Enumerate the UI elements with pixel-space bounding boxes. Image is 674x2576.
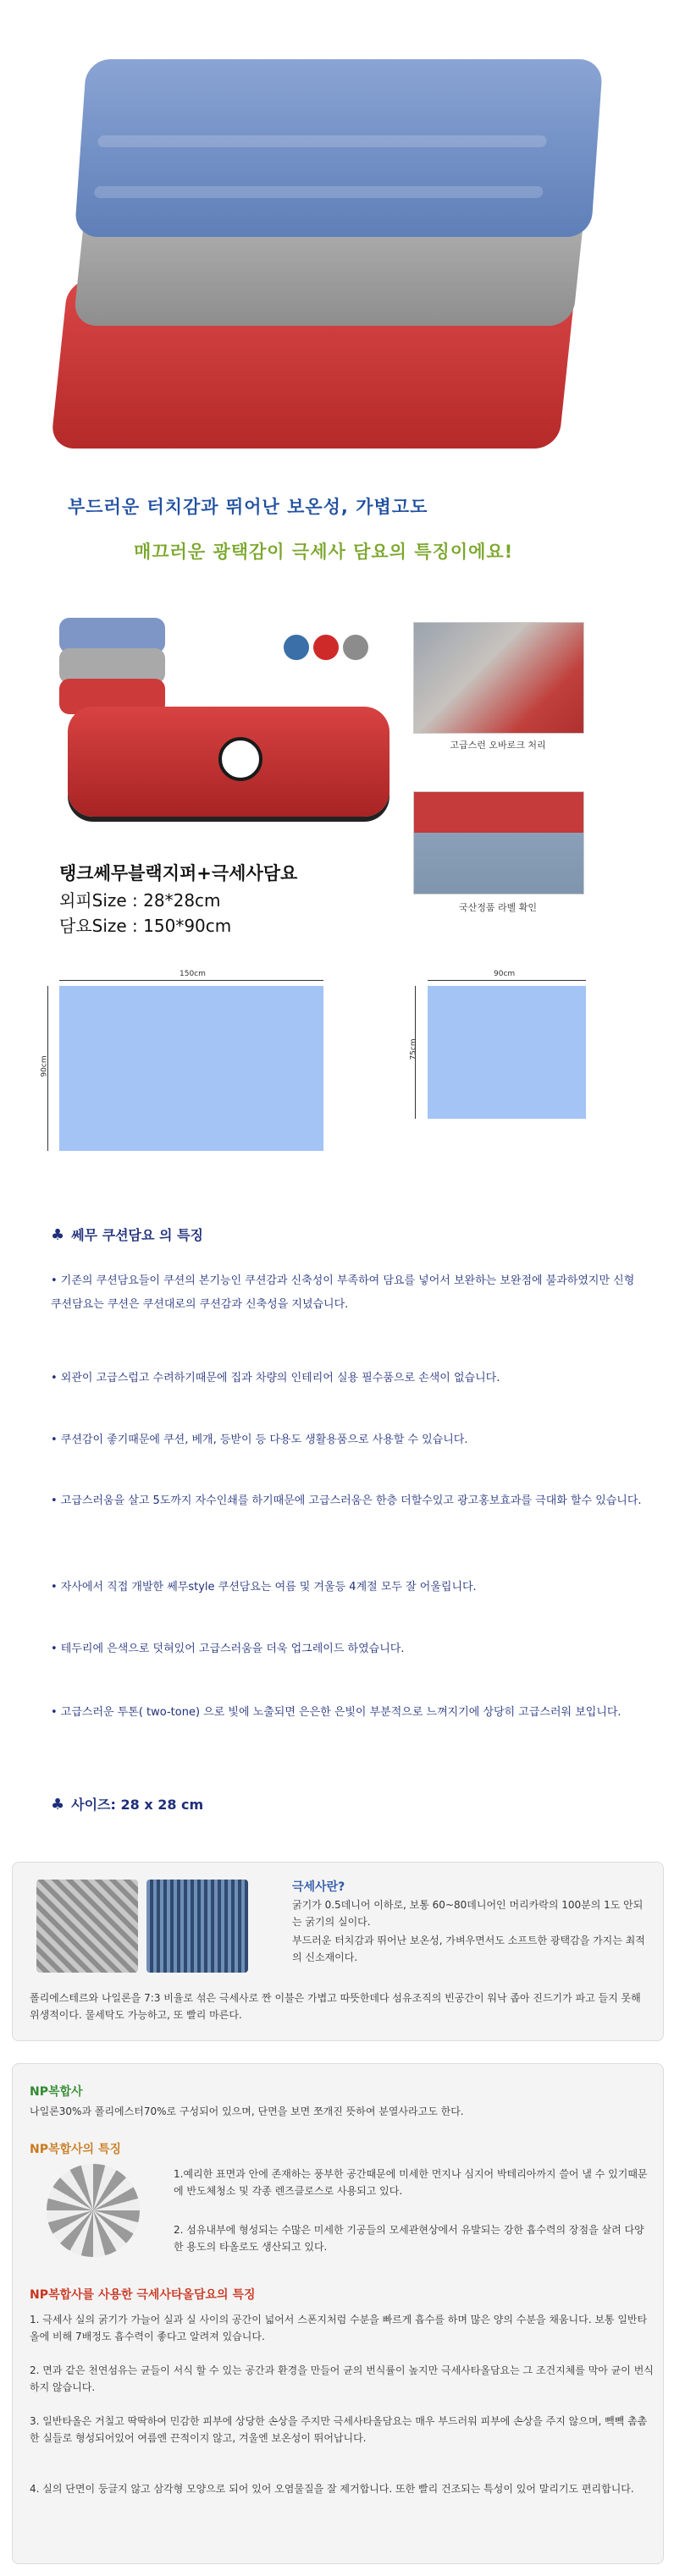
outer-size: 외피Size : 28*28cm (59, 890, 221, 911)
width-label: 150cm (180, 970, 206, 978)
feature-item: • 자사에서 직접 개발한 쎄무style 쿠션담요는 여름 및 겨울등 4계절 모두 잘 어울립니다. (51, 1581, 477, 1593)
np-feature-title: NP복합사의 특징 (30, 2143, 121, 2156)
np-towel-feature-4: 4. 실의 단면이 둥글지 않고 삼각형 모양으로 되어 있어 오염물질을 잘 제거합니다. 또한 빨리 건조되는 특성이 있어 말리기도 편리합니다. (30, 2483, 634, 2495)
cushion-image (68, 707, 389, 817)
features-heading (51, 1225, 203, 1244)
mini-towel-stack (59, 618, 169, 715)
np-feature-2: 2. 섬유내부에 형성되는 수많은 미세한 기공들의 모세관현상에서 유발되는 강한 흡수력의 장점을 살려 다양한 용도의 타올로도 생산되고 있다. (174, 2224, 644, 2253)
size-heading-text: 사이즈: 28 x 28 cm (71, 1797, 204, 1813)
np-cross-section-icon (47, 2164, 140, 2257)
fiber-swatch-gray (36, 1880, 138, 1973)
width-dimension-line (428, 980, 586, 981)
color-dot-gray (343, 635, 368, 660)
overlock-thumbnail (413, 622, 584, 734)
club-icon: ♣ (51, 1796, 65, 1814)
np-towel-title: NP복합사를 사용한 극세사타올담요의 특징 (30, 2288, 256, 2302)
np-desc: 나일론30%과 폴리에스터70%로 구성되어 있으며, 단면을 보면 쪼개진 뜻하여 분열사라고도 한다. (30, 2105, 464, 2117)
club-icon: ♣ (51, 1226, 65, 1244)
np-title: NP복합사 (30, 2085, 83, 2099)
microfiber-desc-1: 굵기가 0.5데니어 이하로, 보통 60~80데니어인 머리카락의 100분의 1도 안되는 굵기의 실이다. (292, 1899, 644, 1928)
np-towel-feature-3: 3. 일반타올은 거칠고 딱딱하여 민감한 피부에 상당한 손상을 주지만 극세사타올담요는 매우 부드러워 피부에 손상을 주지 않으며, 빽빽 촘촘한 실들로 형성되어있어 여름엔 끈적이지 않고, 겨울엔 보온성이 뛰어납니다. (30, 2415, 648, 2444)
tagline-1: 부드러운 터치감과 뛰어난 보온성, 가볍고도 (68, 497, 428, 517)
height-label: 75cm (409, 1038, 418, 1060)
thumbnail-caption: 국산정품 라벨 확인 (458, 902, 537, 913)
hero-image (0, 0, 674, 457)
blanket-size: 담요Size : 150*90cm (59, 916, 232, 936)
feature-item: • 쿠션감이 좋기때문에 쿠션, 베개, 등받이 등 다용도 생활용품으로 사용할 수 있습니다. (51, 1434, 468, 1446)
np-towel-feature-1: 1. 극세사 실의 굵기가 가늘어 실과 실 사이의 공간이 넓어서 스폰지처럼 수분을 빠르게 흡수를 하며 많은 양의 수분을 채움니다. 보통 일반타올에 비해 7배정도 흡수력이 좋다고 알려져 있습니다. (30, 2314, 648, 2342)
color-dot-red (313, 635, 339, 660)
feature-item: • 고급스러움을 살고 5도까지 자수인쇄를 하기때문에 고급스러움은 한층 더할수있고 광고홍보효과를 극대화 할수 있습니다. (51, 1494, 642, 1507)
feature-item: • 기존의 쿠션담요들이 쿠션의 본기능인 쿠션감과 신축성이 부족하여 담요를 넣어서 보완하는 보완점에 불과하였지만 신형쿠션담요는 쿠션은 쿠션대로의 쿠션감과 신축성을 지녔습니다. (51, 1274, 635, 1311)
width-dimension-line (59, 980, 323, 981)
towel-fold (94, 186, 544, 198)
size-heading (51, 1794, 203, 1814)
feature-item: • 외관이 고급스럽고 수려하기때문에 집과 차량의 인테리어 실용 필수품으로 손색이 없습니다. (51, 1372, 500, 1384)
thumbnail-caption: 고급스런 오바로크 처리 (450, 740, 546, 751)
microfiber-desc-3: 폴리에스테르와 나일론을 7:3 비율로 섞은 극세사로 짠 이불은 가볍고 따뜻한데다 섬유조직의 빈공간이 워낙 좁아 진드기가 파고 들지 못해 위생적이다. 물세탁도 가능하고, 또 빨리 마른다. (30, 1992, 641, 2021)
feature-item: • 테두리에 은색으로 덧혀있어 고급스러움을 더욱 업그레이드 하였습니다. (51, 1643, 405, 1655)
fiber-swatch-blue (146, 1880, 248, 1973)
feature-item: • 고급스러운 투톤( two-tone) 으로 빛에 노출되면 은은한 은빛이 부분적으로 느껴지기에 상당히 고급스러워 보입니다. (51, 1706, 622, 1719)
tagline-2: 매끄러운 광택감이 극세사 담요의 특징이에요! (134, 542, 514, 562)
product-title: 탱크쎄무블랙지퍼+극세사담요 (59, 863, 298, 883)
blanket-size-diagram (59, 986, 323, 1151)
features-heading-text: 쎄무 쿠션담요 의 특징 (71, 1227, 203, 1243)
np-feature-1: 1.예리한 표면과 안에 존재하는 풍부한 공간때문에 미세한 먼지나 심지어 박테리아까지 쓸어 낼 수 있기때문에 반도체청소 및 각종 렌즈클로스로 사용되고 있다. (174, 2168, 648, 2197)
height-label: 90cm (40, 1055, 49, 1077)
blue-towel (75, 59, 604, 237)
width-label: 90cm (494, 970, 516, 978)
color-dot-blue (284, 635, 309, 660)
microfiber-desc-2: 부드러운 터치감과 뛰어난 보온성, 가벼우면서도 소프트한 광택감을 가지는 최적의 신소재이다. (292, 1935, 645, 1963)
np-info-box (12, 2063, 664, 2564)
microfiber-title: 극세사란? (292, 1880, 345, 1894)
towel-fold (97, 135, 547, 147)
microfiber-info-box (12, 1862, 664, 2041)
np-towel-feature-2: 2. 면과 같은 천연섬유는 균들이 서식 할 수 있는 공간과 환경을 만들어 균의 번식률이 높지만 극세사타올담요는 그 조건지체를 막아 균이 번식하지 않습니다. (30, 2364, 654, 2393)
emblem-logo (218, 737, 262, 781)
label-thumbnail (413, 791, 584, 894)
cushion-size-diagram (428, 986, 586, 1119)
